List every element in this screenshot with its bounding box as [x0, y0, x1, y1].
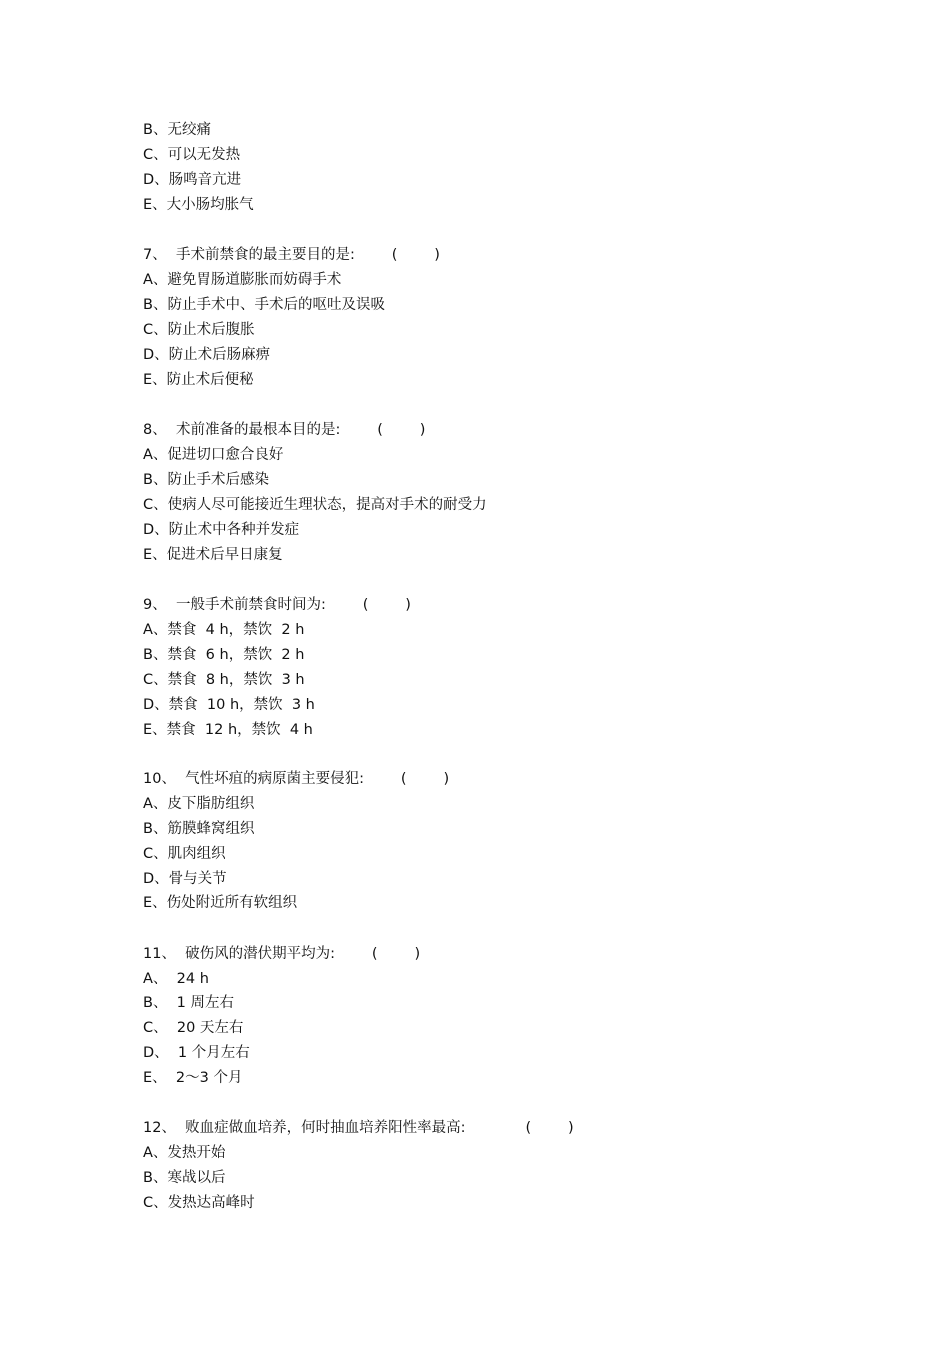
option-a-q7: A、避免胃肠道膨胀而妨碍手术 — [143, 272, 342, 288]
question-10: 10、 气性坏疽的病原菌主要侵犯: ( ) — [143, 771, 450, 787]
option-b-q6: B、无绞痛 — [143, 122, 211, 138]
question-12: 12、 败血症做血培养，何时抽血培养阳性率最高: ( ) — [143, 1120, 574, 1136]
option-c-q9: C、禁食 8 h，禁饮 3 h — [143, 672, 305, 688]
question-11: 11、 破伤风的潜伏期平均为: ( ) — [143, 946, 421, 962]
option-b-q9: B、禁食 6 h，禁饮 2 h — [143, 647, 305, 663]
option-a-q12: A、发热开始 — [143, 1145, 226, 1161]
option-c-q8: C、使病人尽可能接近生理状态，提高对手术的耐受力 — [143, 497, 487, 513]
option-d-q8: D、防止术中各种并发症 — [143, 522, 300, 538]
option-b-q12: B、寒战以后 — [143, 1170, 226, 1186]
question-7: 7、 手术前禁食的最主要目的是: ( ) — [143, 247, 440, 263]
option-e-q7: E、防止术后便秘 — [143, 372, 254, 388]
option-d-q9: D、禁食 10 h，禁饮 3 h — [143, 697, 315, 713]
option-c-q12: C、发热达高峰时 — [143, 1195, 255, 1211]
option-c-q7: C、防止术后腹胀 — [143, 322, 255, 338]
option-a-q9: A、禁食 4 h，禁饮 2 h — [143, 622, 305, 638]
question-9: 9、 一般手术前禁食时间为: ( ) — [143, 597, 411, 613]
option-b-q7: B、防止手术中、手术后的呕吐及误吸 — [143, 297, 385, 313]
option-a-q11: A、 24 h — [143, 971, 209, 987]
option-c-q10: C、肌肉组织 — [143, 846, 226, 862]
option-c-q11: C、 20 天左右 — [143, 1020, 244, 1036]
option-d-q7: D、防止术后肠麻痹 — [143, 347, 271, 363]
option-b-q10: B、筋膜蜂窝组织 — [143, 821, 255, 837]
option-d-q10: D、骨与关节 — [143, 871, 227, 887]
option-b-q11: B、 1 周左右 — [143, 995, 234, 1011]
option-e-q6: E、大小肠均胀气 — [143, 197, 254, 213]
option-e-q10: E、伤处附近所有软组织 — [143, 895, 298, 911]
option-c-q6: C、可以无发热 — [143, 147, 241, 163]
option-d-q11: D、 1 个月左右 — [143, 1045, 250, 1061]
option-e-q8: E、促进术后早日康复 — [143, 547, 283, 563]
option-e-q11: E、 2～3 个月 — [143, 1070, 243, 1086]
option-e-q9: E、禁食 12 h，禁饮 4 h — [143, 722, 313, 738]
option-d-q6: D、肠鸣音亢进 — [143, 172, 242, 188]
option-b-q8: B、防止手术后感染 — [143, 472, 269, 488]
question-8: 8、 术前准备的最根本目的是: ( ) — [143, 422, 426, 438]
option-a-q8: A、促进切口愈合良好 — [143, 447, 284, 463]
option-a-q10: A、皮下脂肪组织 — [143, 796, 255, 812]
